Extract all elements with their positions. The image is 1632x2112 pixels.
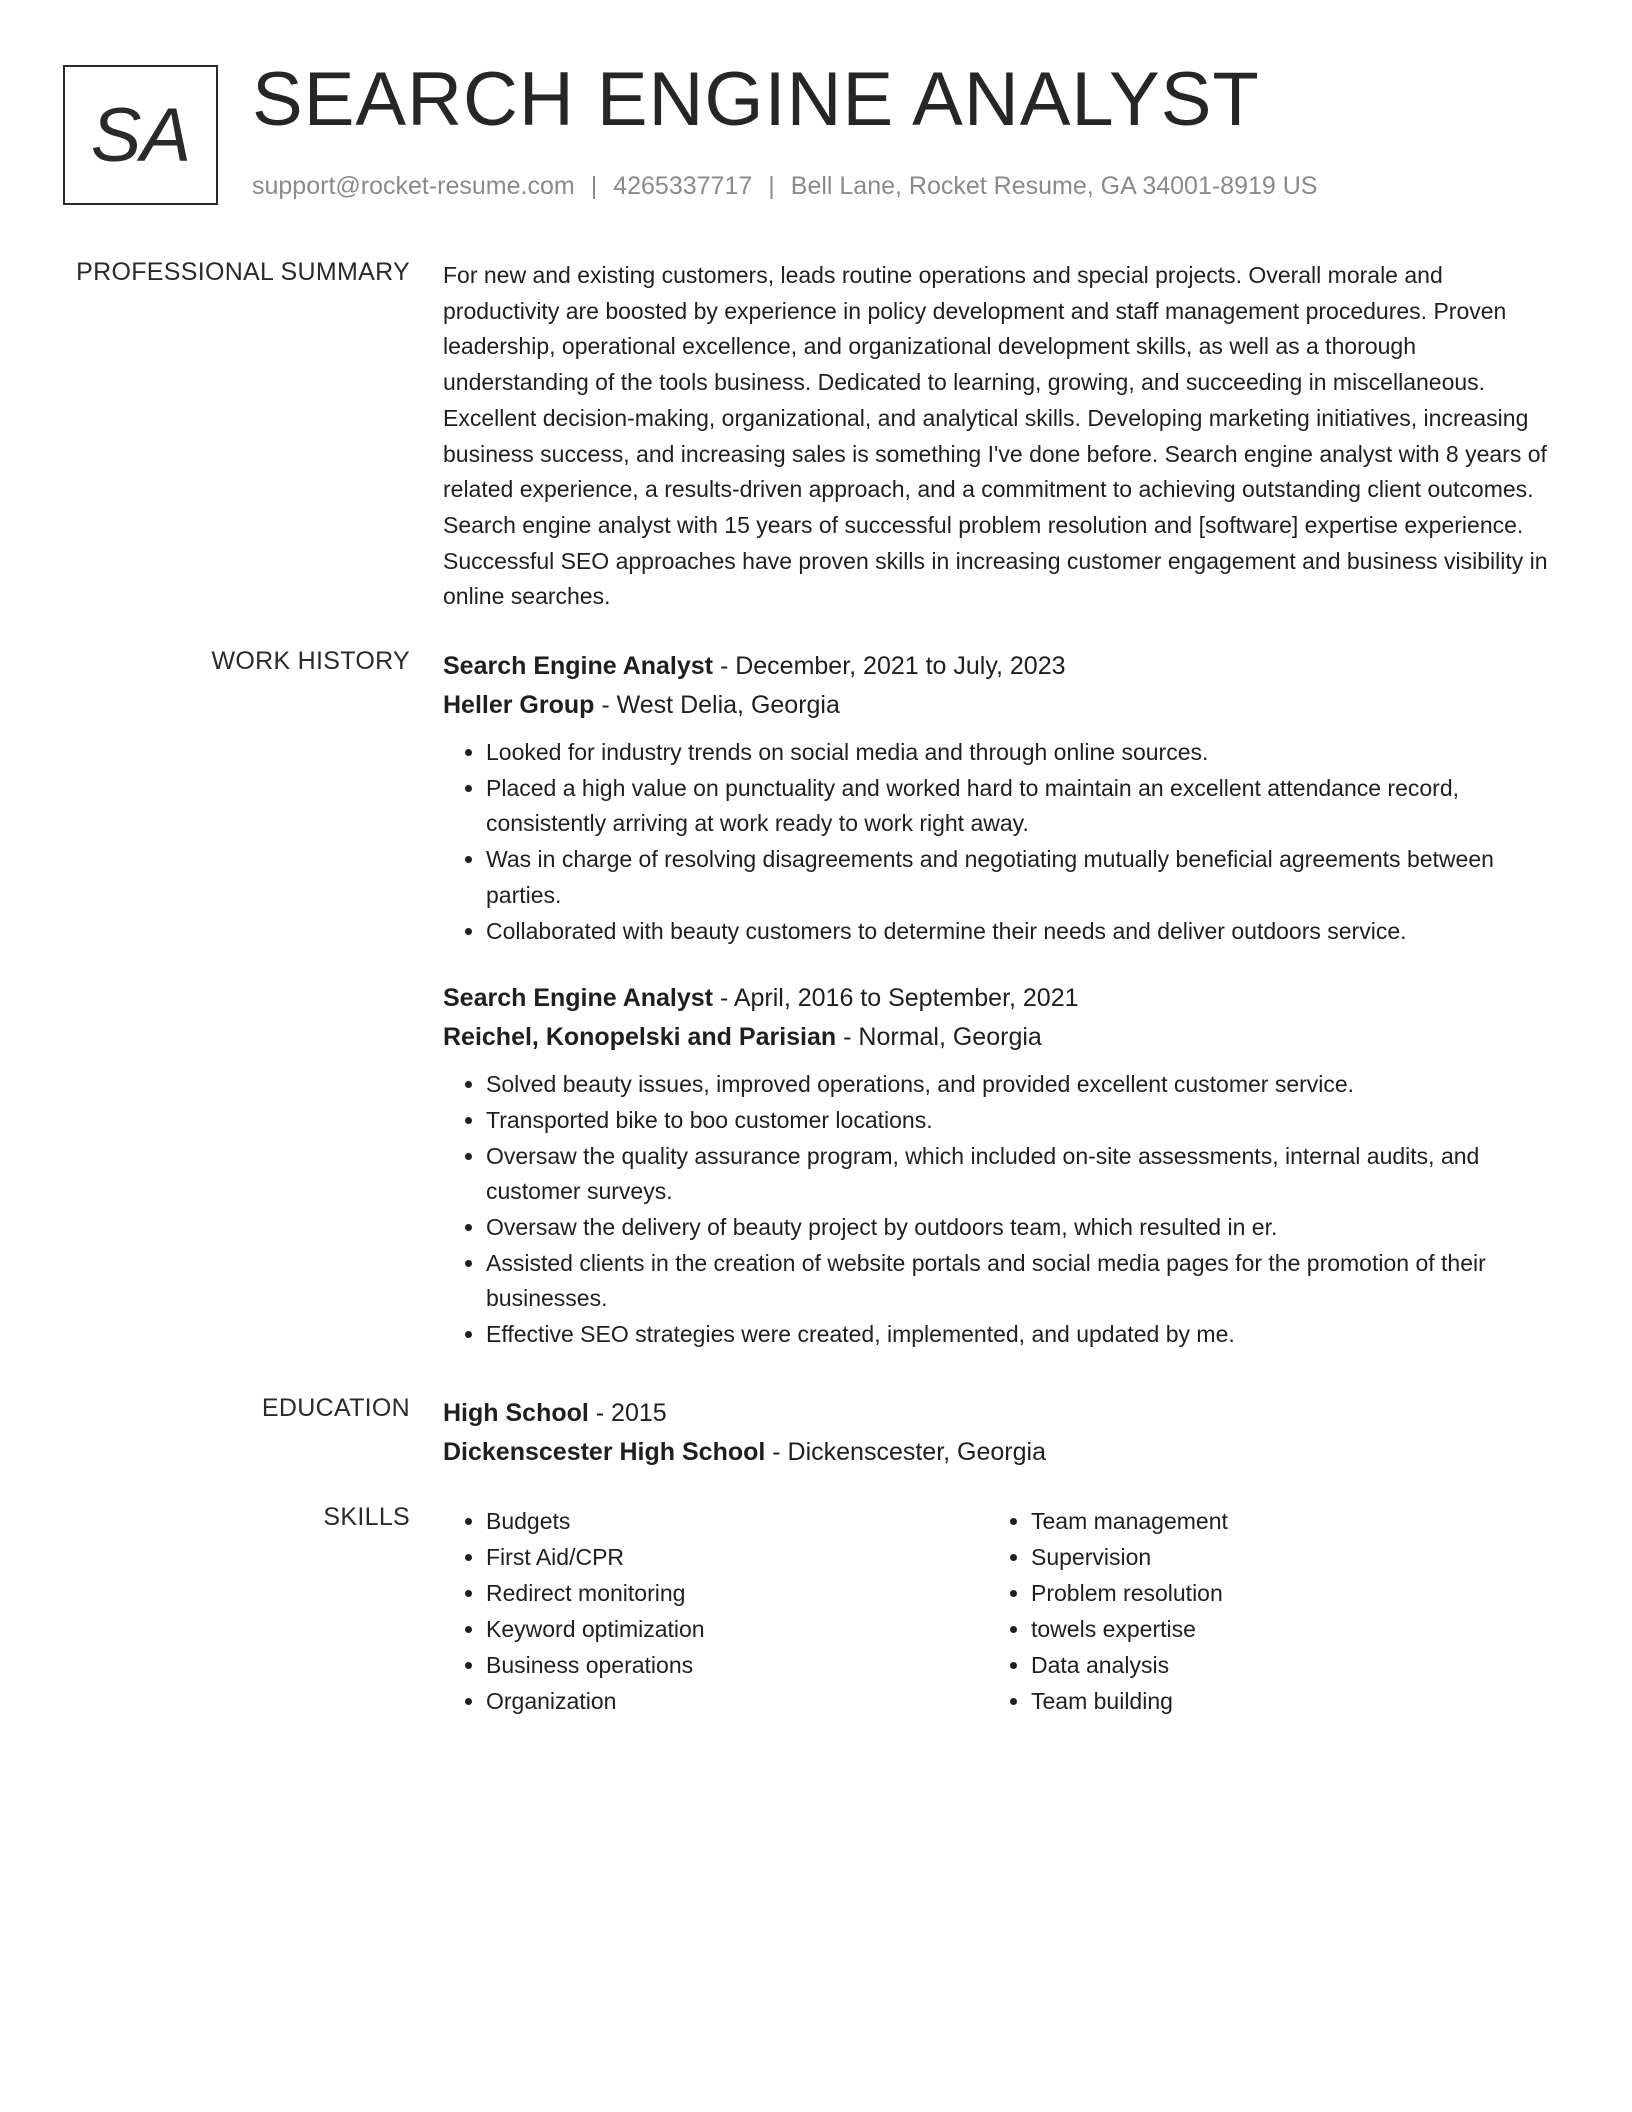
contact-email: support@rocket-resume.com bbox=[252, 172, 575, 200]
education-school: Dickenscester High School bbox=[443, 1438, 766, 1466]
job-bullet: • Effective SEO strategies were created, implemented, and updated by me. bbox=[486, 1317, 1558, 1353]
education-body bbox=[443, 1394, 1558, 1472]
job-company: Reichel, Konopelski and Parisian bbox=[443, 1023, 837, 1052]
skill-item: • Redirect monitoring bbox=[486, 1575, 988, 1611]
job-entry bbox=[443, 647, 1558, 949]
skills-heading: SKILLS bbox=[323, 1503, 410, 1531]
skill-item: • towels expertise bbox=[1031, 1611, 1533, 1647]
skills-body bbox=[443, 1503, 1558, 1719]
job-role: Search Engine Analyst bbox=[443, 652, 713, 680]
work-body bbox=[443, 647, 1558, 1353]
job-dates: - April, 2016 to September, 2021 bbox=[713, 984, 1079, 1013]
education-school-line bbox=[443, 1433, 1558, 1472]
job-bullet: • Assisted clients in the creation of website portals and social media pages for the promotion of their businesses. bbox=[486, 1246, 1558, 1317]
contact-separator: | bbox=[768, 172, 775, 200]
monogram-box bbox=[63, 65, 218, 205]
job-bullet: • Collaborated with beauty customers to determine their needs and deliver outdoors service. bbox=[486, 914, 1558, 950]
job-bullet: • Transported bike to boo customer locations. bbox=[486, 1103, 1558, 1139]
job-company: Heller Group bbox=[443, 691, 595, 719]
skill-item: • Data analysis bbox=[1031, 1647, 1533, 1683]
skill-item: • Business operations bbox=[486, 1647, 988, 1683]
job-company-line bbox=[443, 1018, 1558, 1057]
job-bullet: • Placed a high value on punctuality and worked hard to maintain an excellent attendance record, consistently arriving at work ready to work right away. bbox=[486, 771, 1558, 842]
skills-column-left bbox=[443, 1503, 988, 1719]
job-bullet: • Was in charge of resolving disagreements and negotiating mutually beneficial agreements between parties. bbox=[486, 842, 1558, 913]
skill-item: • Supervision bbox=[1031, 1539, 1533, 1575]
job-role-line bbox=[443, 647, 1558, 686]
job-company-line bbox=[443, 686, 1558, 725]
job-dates: - December, 2021 to July, 2023 bbox=[713, 652, 1066, 680]
education-degree: High School bbox=[443, 1399, 589, 1427]
education-heading: EDUCATION bbox=[261, 1394, 410, 1422]
job-bullets bbox=[443, 735, 1558, 949]
skills-list-right bbox=[988, 1503, 1533, 1719]
resume-title: SEARCH ENGINE ANALYST bbox=[252, 57, 1260, 142]
skills-column-right bbox=[988, 1503, 1533, 1719]
skills-grid bbox=[443, 1503, 1558, 1719]
skill-item: • Team management bbox=[1031, 1503, 1533, 1539]
job-bullets bbox=[443, 1067, 1558, 1353]
job-bullet: • Oversaw the delivery of beauty project by outdoors team, which resulted in er. bbox=[486, 1210, 1558, 1246]
job-role-line bbox=[443, 979, 1558, 1018]
contact-phone: 4265337717 bbox=[613, 172, 753, 200]
work-heading: WORK HISTORY bbox=[211, 647, 410, 675]
summary-text: For new and existing customers, leads routine operations and special projects. Overall morale and productivity are boosted by experience in policy development and staff management procedures. Proven leadership, operational excellence, and organizational development skills, as well as a thorough understanding of the tools business. Dedicated to learning, growing, and succeeding in miscellaneous. Excellent decision-making, organizational, and analytical skills. Developing marketing initiatives, increasing business success, and increasing sales is something I've done before. Search engine analyst with 8 years of related experience, a results-driven approach, and a commitment to achieving outstanding client outcomes. Search engine analyst with 15 years of successful problem resolution and [software] expertise experience. Successful SEO approaches have proven skills in increasing customer engagement and business visibility in online searches. bbox=[443, 262, 1548, 610]
job-bullet: • Oversaw the quality assurance program, which included on-site assessments, internal audits, and customer surveys. bbox=[486, 1139, 1558, 1210]
job-location: - West Delia, Georgia bbox=[594, 691, 840, 719]
contact-line bbox=[252, 172, 1317, 201]
job-bullet: • Looked for industry trends on social media and through online sources. bbox=[486, 735, 1558, 771]
education-degree-line bbox=[443, 1394, 1558, 1433]
summary-body bbox=[443, 258, 1558, 615]
skill-item: • Team building bbox=[1031, 1683, 1533, 1719]
skill-item: • Keyword optimization bbox=[486, 1611, 988, 1647]
job-role: Search Engine Analyst bbox=[443, 984, 713, 1013]
education-location: - Dickenscester, Georgia bbox=[765, 1438, 1046, 1466]
skill-item: • Budgets bbox=[486, 1503, 988, 1539]
job-entry bbox=[443, 979, 1558, 1353]
skill-item: • First Aid/CPR bbox=[486, 1539, 988, 1575]
summary-heading: PROFESSIONAL SUMMARY bbox=[76, 258, 410, 286]
job-location: - Normal, Georgia bbox=[836, 1023, 1042, 1052]
contact-address: Bell Lane, Rocket Resume, GA 34001-8919 US bbox=[790, 172, 1318, 200]
monogram-initials: SA bbox=[90, 92, 191, 178]
education-year: - 2015 bbox=[588, 1399, 667, 1427]
skills-list-left bbox=[443, 1503, 988, 1719]
skill-item: • Problem resolution bbox=[1031, 1575, 1533, 1611]
skill-item: • Organization bbox=[486, 1683, 988, 1719]
contact-separator: | bbox=[590, 172, 598, 200]
job-bullet: • Solved beauty issues, improved operations, and provided excellent customer service. bbox=[486, 1067, 1558, 1103]
